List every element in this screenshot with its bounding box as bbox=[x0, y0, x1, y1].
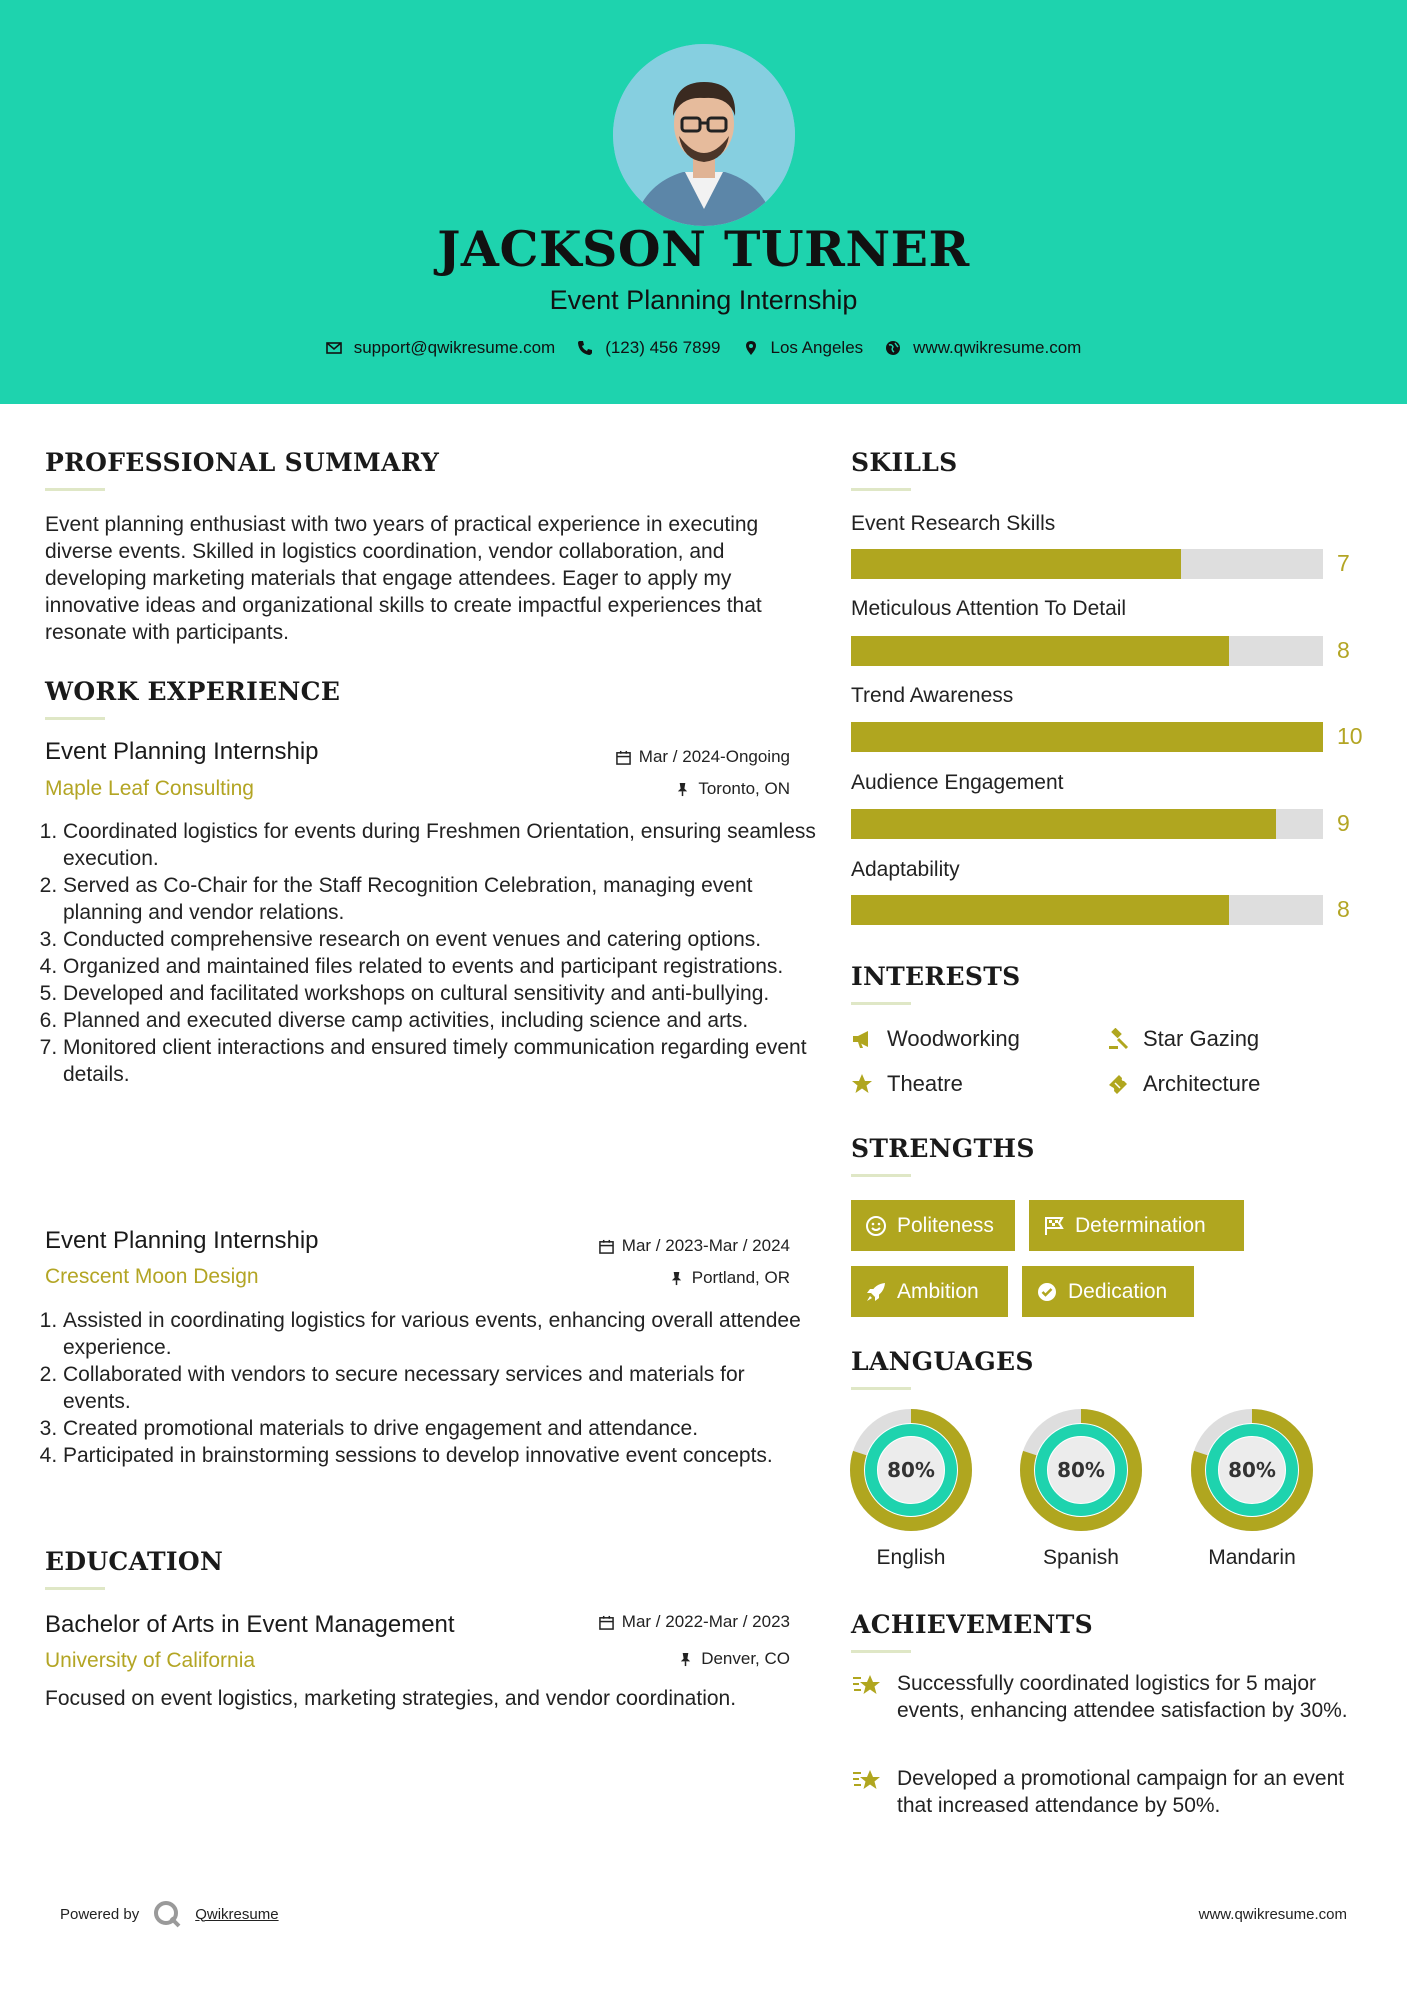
job-location-text: Portland, OR bbox=[691, 1268, 790, 1287]
star-icon bbox=[851, 1073, 873, 1095]
achievement-item bbox=[851, 1670, 1351, 1724]
language-percent: 80% bbox=[1228, 1458, 1276, 1482]
location-text: Los Angeles bbox=[770, 338, 864, 357]
resume-header bbox=[0, 0, 1407, 404]
achievement-text: Developed a promotional campaign for an event that increased attendance by 50%. bbox=[897, 1767, 1345, 1817]
language-name: Spanish bbox=[1043, 1546, 1119, 1569]
powered-by-text: Powered by bbox=[60, 1905, 140, 1923]
interest-label: Theatre bbox=[887, 1071, 963, 1096]
strength-badge bbox=[851, 1200, 1015, 1251]
megaphone-icon bbox=[851, 1028, 873, 1050]
pushpin-icon bbox=[669, 1271, 684, 1286]
summary-underline bbox=[45, 488, 105, 491]
gavel-icon bbox=[1107, 1028, 1129, 1050]
skill-bar-fill bbox=[851, 722, 1323, 752]
job-dates-text: Mar / 2023-Mar / 2024 bbox=[621, 1236, 790, 1255]
education-underline bbox=[45, 1587, 105, 1590]
languages-underline bbox=[851, 1387, 911, 1390]
duty-item: 4. Organized and maintained files related to events and participant registrations. bbox=[63, 953, 818, 980]
interest-label: Woodworking bbox=[887, 1026, 1020, 1051]
language-gauge bbox=[1020, 1409, 1142, 1531]
envelope-icon bbox=[326, 340, 342, 356]
language-item bbox=[1020, 1409, 1142, 1570]
skill-bar-fill bbox=[851, 549, 1181, 579]
job-location bbox=[500, 1268, 790, 1288]
interest-item bbox=[1107, 1026, 1259, 1052]
skill-value: 8 bbox=[1337, 896, 1350, 922]
job-title: Event Planning Internship bbox=[45, 738, 319, 765]
achievement-text: Successfully coordinated logistics for 5 major events, enhancing attendee satisfaction by 30%. bbox=[897, 1672, 1348, 1722]
skill-value: 9 bbox=[1337, 810, 1350, 836]
strength-badge bbox=[851, 1266, 1008, 1317]
duty-item: 4. Participated in brainstorming sessions to develop innovative event concepts. bbox=[63, 1442, 818, 1469]
pushpin-icon bbox=[678, 1652, 693, 1667]
duty-item: 5. Developed and facilitated workshops on cultural sensitivity and anti-bullying. bbox=[63, 980, 818, 1007]
qwikresume-link[interactable]: Qwikresume bbox=[195, 1905, 279, 1923]
footer-website[interactable]: www.qwikresume.com bbox=[1198, 1906, 1347, 1923]
duty-item: 3. Created promotional materials to drive engagement and attendance. bbox=[63, 1415, 818, 1442]
map-pin-icon bbox=[743, 340, 759, 356]
language-item bbox=[1191, 1409, 1313, 1570]
footer-powered-by bbox=[60, 1900, 279, 1928]
check-circle-icon bbox=[1036, 1281, 1058, 1303]
summary-text: Event planning enthusiast with two years of practical experience in executing diverse events. Skilled in logistics coordination, vendor collaboration, and developing marketing materials that engage attendees. Eager to apply my innovative ideas and organizational skills to create impactful experiences that resonate with participants. bbox=[45, 513, 762, 644]
job-dates bbox=[500, 1236, 790, 1256]
website-text: www.qwikresume.com bbox=[913, 338, 1082, 357]
duty-item: 1. Assisted in coordinating logistics for various events, enhancing overall attendee experience. bbox=[63, 1307, 818, 1361]
duty-item: 7. Monitored client interactions and ensured timely communication regarding event details. bbox=[63, 1034, 818, 1088]
strength-label: Dedication bbox=[1068, 1279, 1168, 1303]
job-title: Event Planning Internship bbox=[45, 1227, 319, 1254]
education-location bbox=[500, 1649, 790, 1669]
contact-phone[interactable] bbox=[577, 338, 720, 358]
strengths-heading: STRENGTHS bbox=[851, 1134, 1035, 1163]
candidate-title: Event Planning Internship bbox=[549, 285, 858, 315]
duty-item: 2. Collaborated with vendors to secure necessary services and materials for events. bbox=[63, 1361, 818, 1415]
language-item bbox=[850, 1409, 972, 1570]
phone-icon bbox=[577, 340, 593, 356]
interest-label: Architecture bbox=[1143, 1071, 1261, 1096]
skill-name: Adaptability bbox=[851, 858, 960, 881]
duty-item: 6. Planned and executed diverse camp activities, including science and arts. bbox=[63, 1007, 818, 1034]
job-duties bbox=[45, 818, 818, 1088]
globe-icon bbox=[885, 340, 901, 356]
duty-item: 2. Served as Co-Chair for the Staff Recognition Celebration, managing event planning and vendor relations. bbox=[63, 872, 818, 926]
calendar-icon bbox=[616, 750, 631, 765]
interest-label: Star Gazing bbox=[1143, 1026, 1260, 1051]
language-gauge bbox=[1191, 1409, 1313, 1531]
skill-bar bbox=[851, 636, 1323, 666]
calendar-icon bbox=[599, 1239, 614, 1254]
shooting-star-icon bbox=[851, 1765, 883, 1797]
contact-website[interactable] bbox=[885, 338, 1081, 358]
contact-bar bbox=[0, 338, 1407, 358]
interest-item bbox=[1107, 1071, 1260, 1097]
experience-heading: WORK EXPERIENCE bbox=[45, 677, 341, 706]
language-percent: 80% bbox=[887, 1458, 935, 1482]
language-gauge bbox=[850, 1409, 972, 1531]
shooting-star-icon bbox=[851, 1670, 883, 1702]
strength-badge bbox=[1022, 1266, 1194, 1317]
achievements-heading: ACHIEVEMENTS bbox=[851, 1610, 1093, 1639]
skill-value: 8 bbox=[1337, 637, 1350, 663]
job-location bbox=[500, 779, 790, 799]
profile-photo bbox=[613, 44, 795, 226]
language-name: English bbox=[876, 1546, 946, 1569]
skills-heading: SKILLS bbox=[851, 448, 958, 477]
job-company: Crescent Moon Design bbox=[45, 1265, 259, 1288]
strength-badge bbox=[1029, 1200, 1244, 1251]
skill-name: Audience Engagement bbox=[851, 771, 1064, 794]
degree-title: Bachelor of Arts in Event Management bbox=[45, 1611, 455, 1638]
job-dates-text: Mar / 2024-Ongoing bbox=[638, 747, 790, 766]
qwikresume-logo-icon bbox=[153, 1900, 181, 1928]
skill-name: Meticulous Attention To Detail bbox=[851, 597, 1127, 620]
skill-bar bbox=[851, 809, 1323, 839]
interests-heading: INTERESTS bbox=[851, 962, 1021, 991]
skill-value: 7 bbox=[1337, 550, 1350, 576]
job-company: Maple Leaf Consulting bbox=[45, 777, 254, 800]
language-name: Mandarin bbox=[1208, 1546, 1296, 1569]
skills-underline bbox=[851, 488, 911, 491]
email-text: support@qwikresume.com bbox=[353, 338, 556, 357]
summary-heading: PROFESSIONAL SUMMARY bbox=[45, 448, 440, 477]
skill-name: Event Research Skills bbox=[851, 512, 1056, 535]
interest-item bbox=[851, 1071, 963, 1097]
education-heading: EDUCATION bbox=[45, 1547, 224, 1576]
strength-label: Determination bbox=[1075, 1213, 1206, 1237]
strength-label: Politeness bbox=[897, 1213, 994, 1237]
flag-icon bbox=[1043, 1215, 1065, 1237]
job-duties bbox=[45, 1307, 818, 1469]
education-description: Focused on event logistics, marketing strategies, and vendor coordination. bbox=[45, 1687, 737, 1710]
candidate-name: JACKSON TURNER bbox=[437, 220, 970, 278]
experience-underline bbox=[45, 717, 105, 720]
skill-bar bbox=[851, 895, 1323, 925]
smile-icon bbox=[865, 1215, 887, 1237]
skill-bar bbox=[851, 549, 1323, 579]
strengths-underline bbox=[851, 1174, 911, 1177]
skill-bar bbox=[851, 722, 1323, 752]
skill-bar-fill bbox=[851, 809, 1276, 839]
skill-name: Trend Awareness bbox=[851, 684, 1014, 707]
education-location-text: Denver, CO bbox=[701, 1649, 790, 1668]
achievement-item bbox=[851, 1765, 1351, 1819]
education-dates-text: Mar / 2022-Mar / 2023 bbox=[621, 1612, 790, 1631]
ticket-icon bbox=[1107, 1073, 1129, 1095]
language-percent: 80% bbox=[1057, 1458, 1105, 1482]
skill-bar-fill bbox=[851, 895, 1229, 925]
duty-item: 1. Coordinated logistics for events during Freshmen Orientation, ensuring seamless execution. bbox=[63, 818, 818, 872]
duty-item: 3. Conducted comprehensive research on event venues and catering options. bbox=[63, 926, 818, 953]
interest-item bbox=[851, 1026, 1020, 1052]
education-dates bbox=[500, 1612, 790, 1632]
languages-heading: LANGUAGES bbox=[851, 1347, 1034, 1376]
pushpin-icon bbox=[675, 782, 690, 797]
job-dates bbox=[500, 747, 790, 767]
interests-underline bbox=[851, 1002, 911, 1005]
phone-text: (123) 456 7899 bbox=[605, 338, 721, 357]
rocket-icon bbox=[865, 1281, 887, 1303]
contact-location bbox=[743, 338, 864, 358]
job-location-text: Toronto, ON bbox=[698, 779, 790, 798]
strength-label: Ambition bbox=[897, 1279, 979, 1303]
skill-value: 10 bbox=[1337, 723, 1363, 749]
achievements-underline bbox=[851, 1650, 911, 1653]
school-name: University of California bbox=[45, 1649, 256, 1672]
contact-email[interactable] bbox=[326, 338, 556, 358]
calendar-icon bbox=[599, 1615, 614, 1630]
skill-bar-fill bbox=[851, 636, 1229, 666]
